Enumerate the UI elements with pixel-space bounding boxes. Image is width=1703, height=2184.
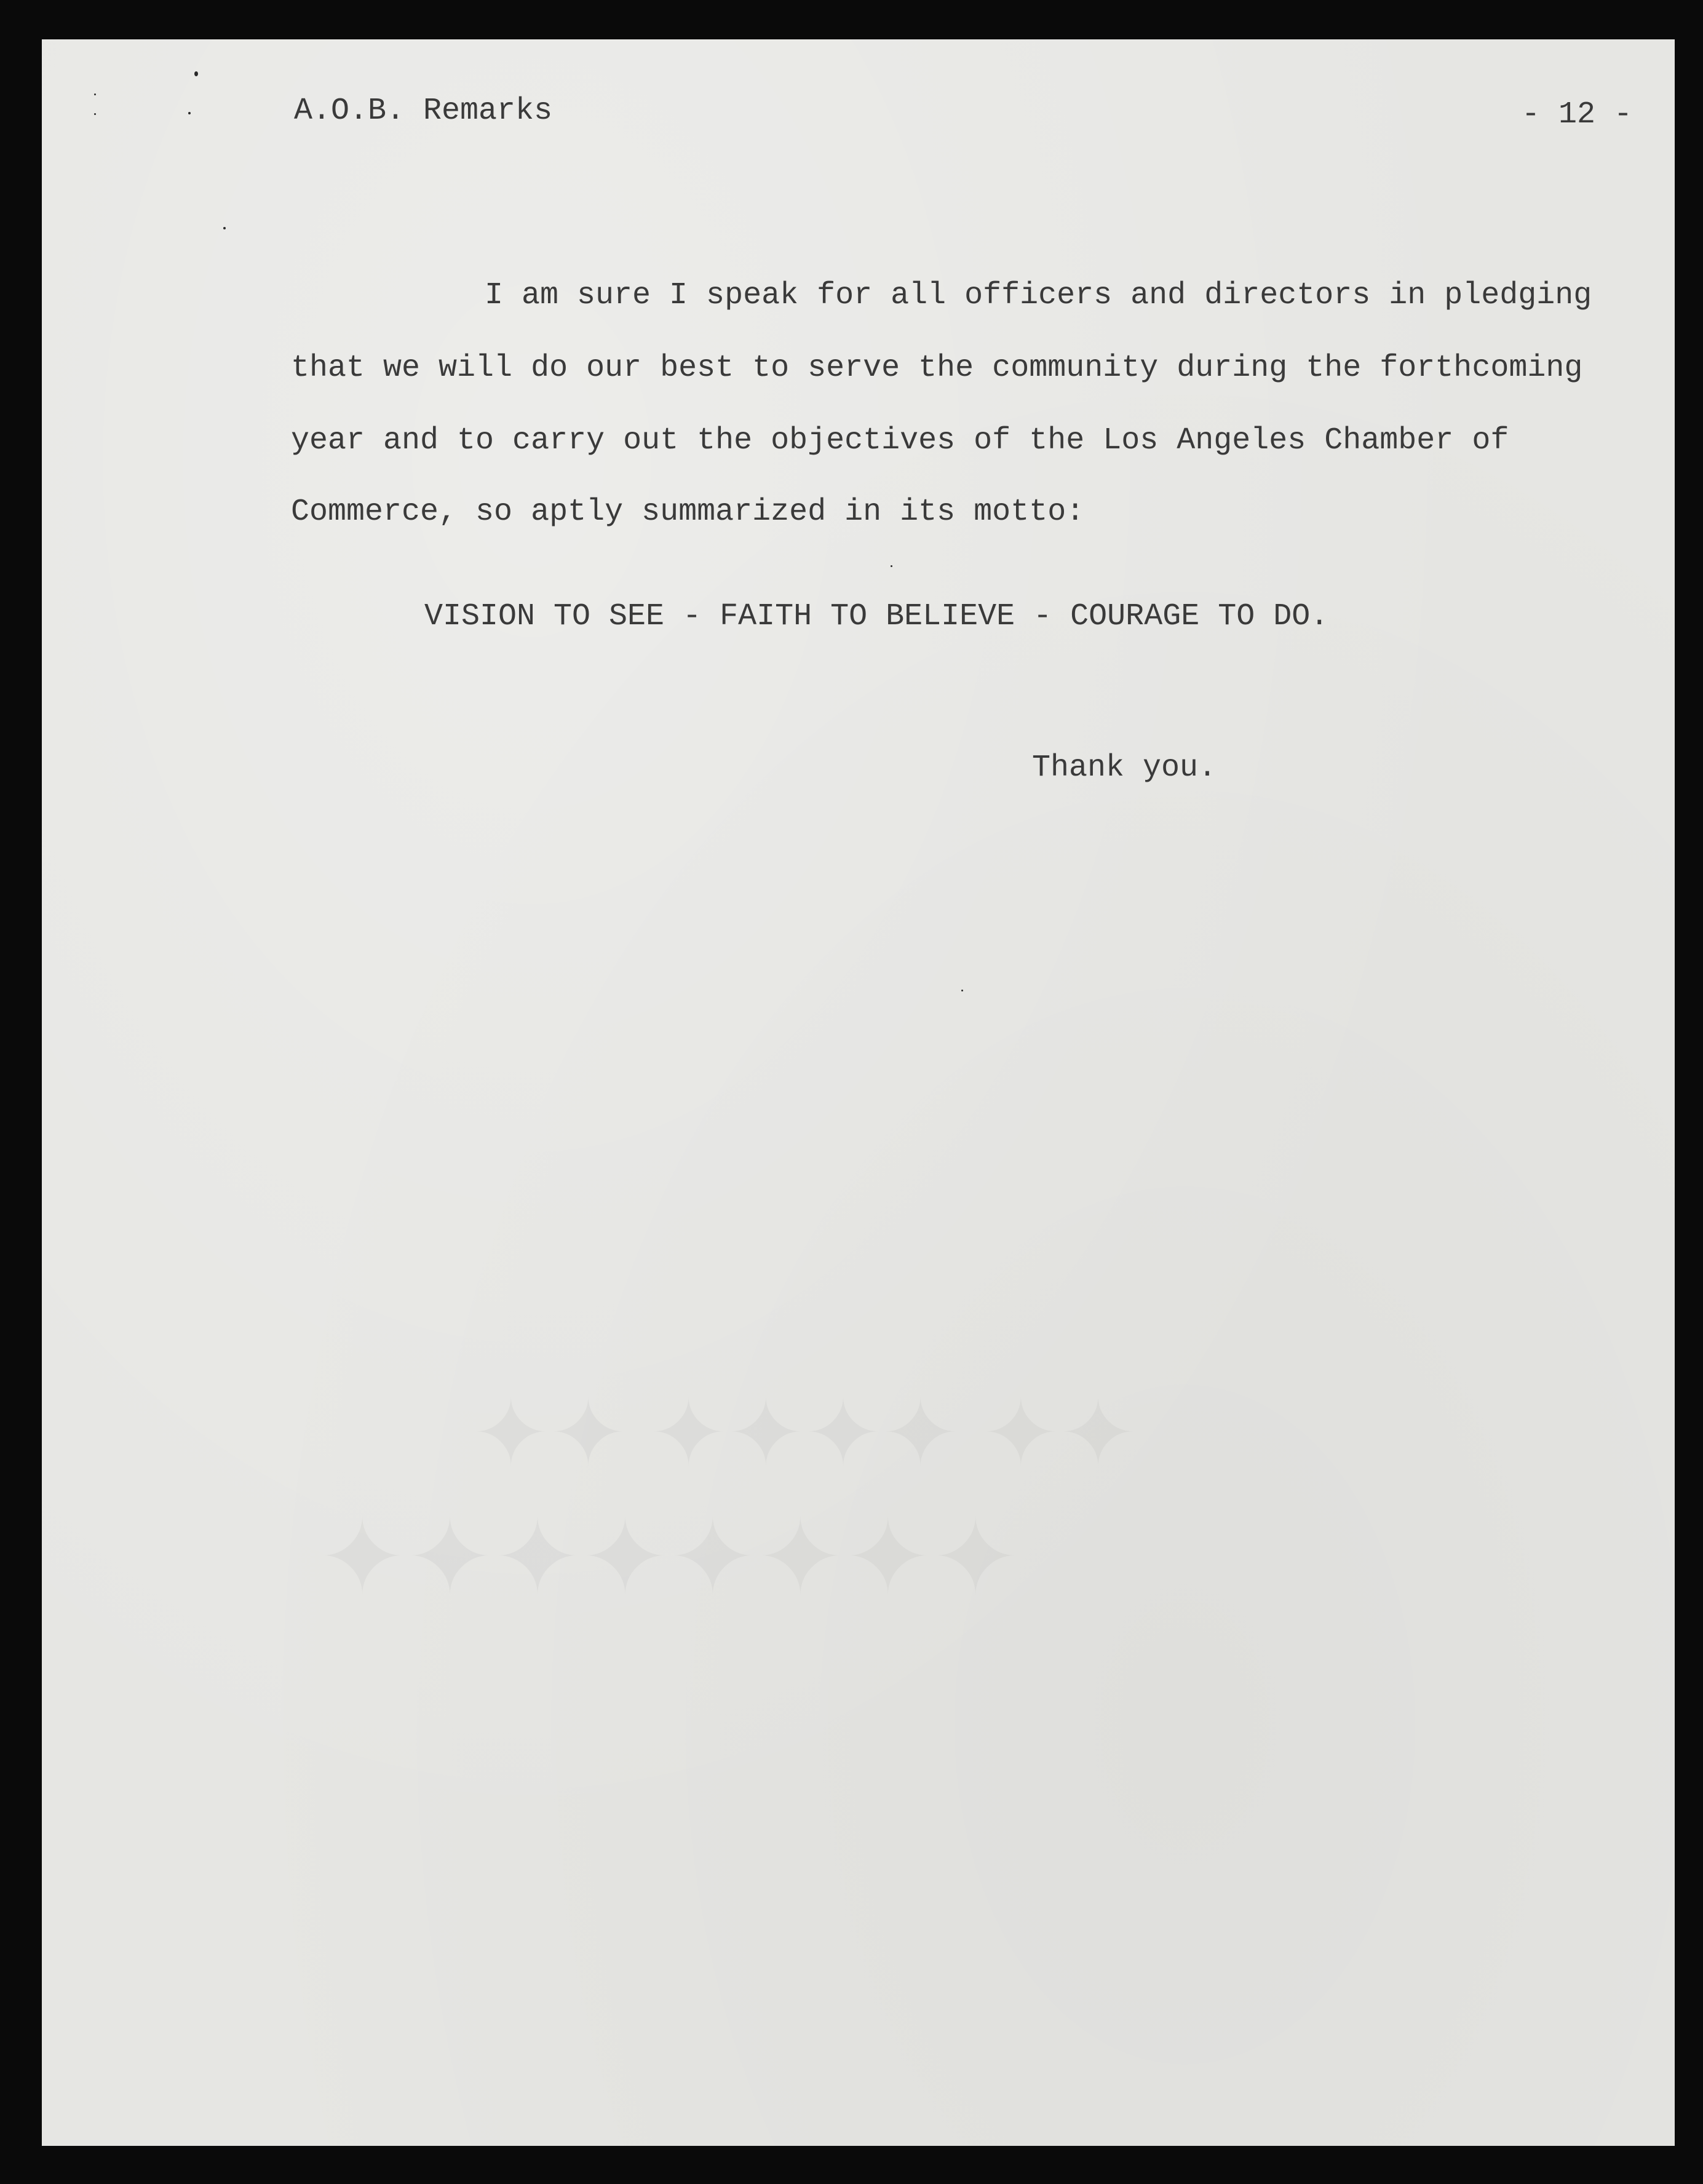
paper-speck bbox=[188, 112, 191, 114]
body-line: year and to carry out the objectives of the Los Angeles Chamber of bbox=[291, 423, 1509, 458]
closing-text: Thank you. bbox=[1032, 750, 1217, 785]
body-line: that we will do our best to serve the community during the forthcoming bbox=[291, 351, 1583, 386]
body-line: Commerce, so aptly summarized in its motto: bbox=[291, 494, 1085, 530]
document-page bbox=[42, 39, 1675, 2146]
bleed-through-mark bbox=[319, 1497, 1020, 1619]
paper-speck bbox=[223, 227, 226, 229]
page-number: - 12 - bbox=[1522, 97, 1633, 132]
paper-speck bbox=[94, 113, 96, 115]
paper-speck bbox=[961, 990, 963, 991]
body-line: I am sure I speak for all officers and directors in pledging bbox=[485, 278, 1592, 313]
paper-speck bbox=[891, 565, 892, 567]
paper-speck bbox=[94, 93, 96, 95]
header-title: A.O.B. Remarks bbox=[294, 93, 553, 129]
paper-speck bbox=[194, 71, 198, 76]
motto: VISION TO SEE - FAITH TO BELIEVE - COURAGE TO DO. bbox=[424, 599, 1329, 634]
bleed-through-mark bbox=[472, 1380, 1137, 1487]
